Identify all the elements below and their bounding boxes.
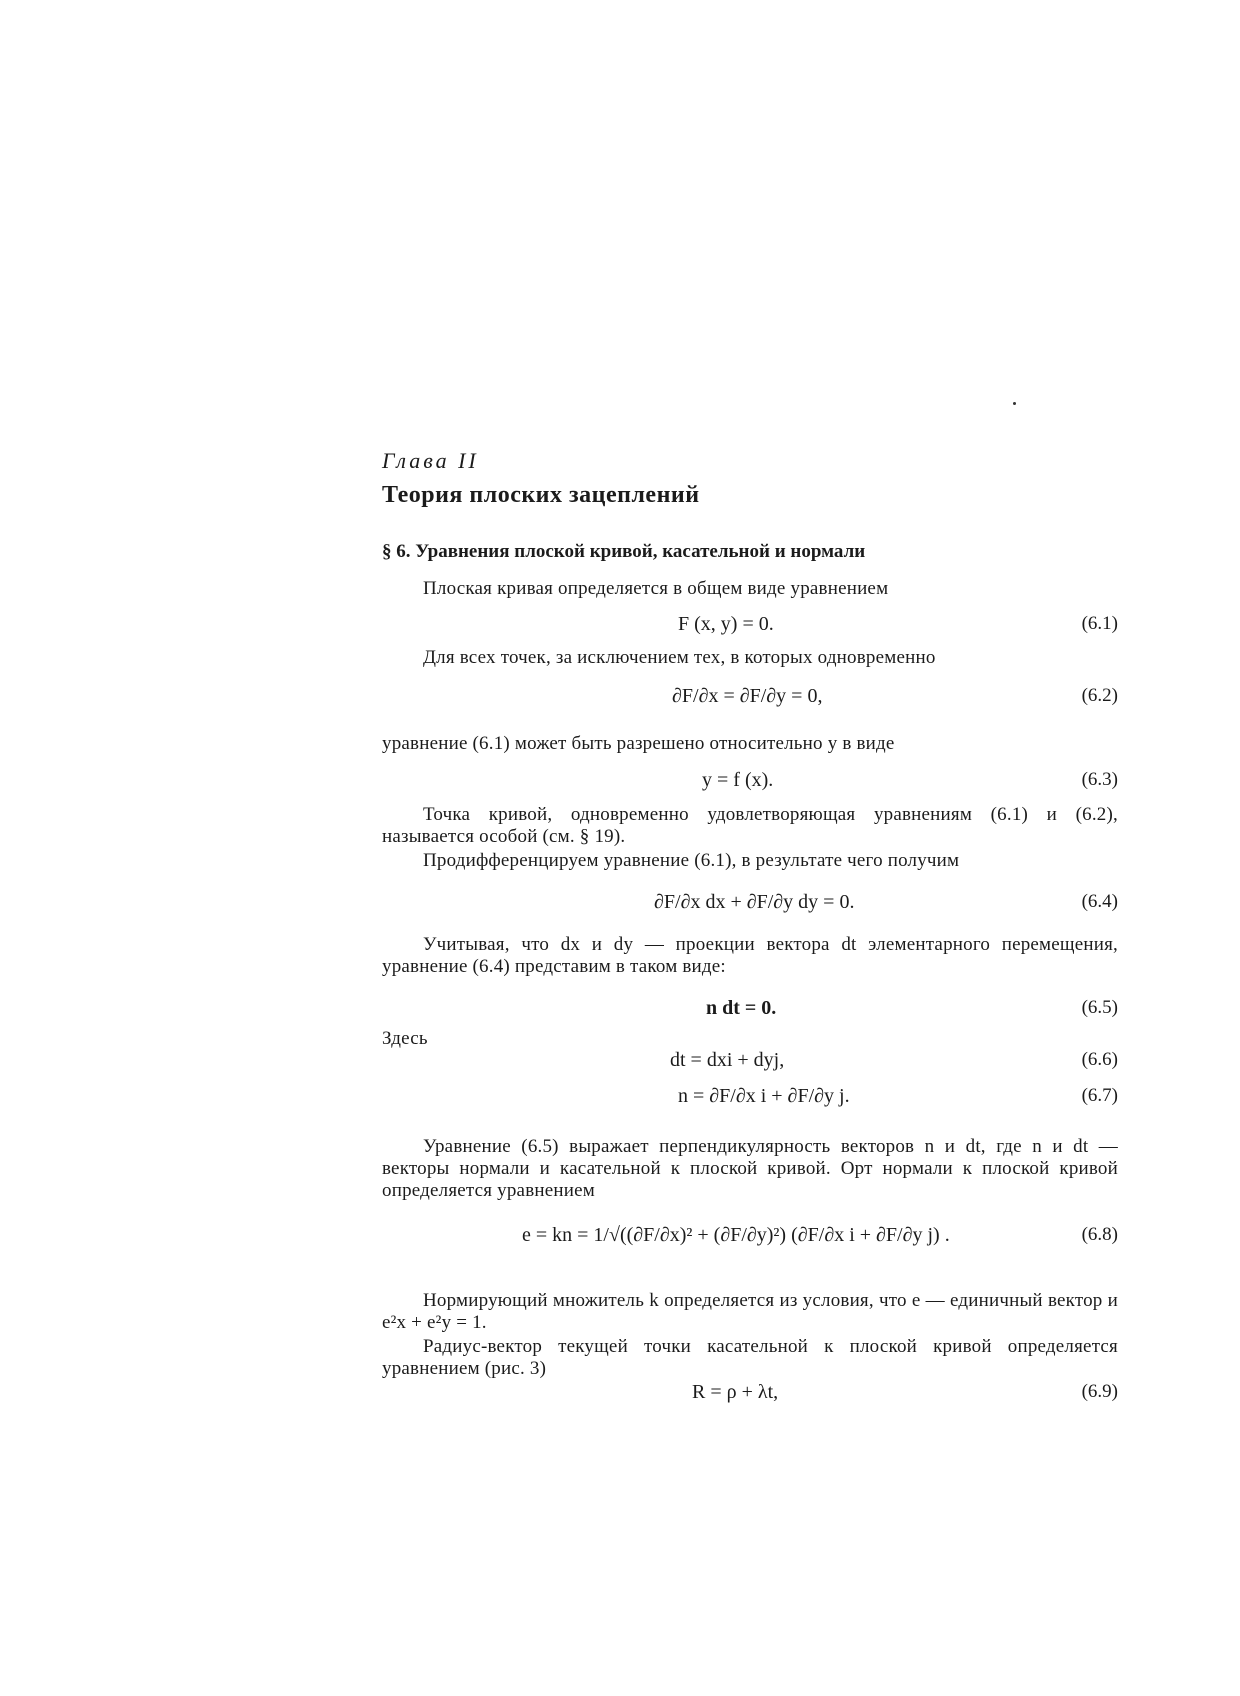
equation-6-5-number: (6.5): [1081, 997, 1118, 1018]
equation-6-3-formula: y = f (x).: [702, 768, 774, 791]
paragraph-9: Нормирующий множитель k определяется из условия, что e — единичный вектор и e²x + e²y = 1.: [382, 1290, 1118, 1333]
equation-6-4-number: (6.4): [1081, 891, 1118, 912]
equation-6-4-formula: ∂F/∂x dx + ∂F/∂y dy = 0.: [654, 890, 855, 913]
paragraph-6: Учитывая, что dx и dy — проекции вектора dt элементарного перемещения, уравнение (6.4) представим в таком виде:: [382, 934, 1118, 977]
paragraph-10: Радиус-вектор текущей точки касательной к плоской кривой определяется уравнением (рис. 3): [382, 1336, 1118, 1379]
equation-6-9: [382, 1370, 1118, 1414]
equation-6-3-number: (6.3): [1081, 769, 1118, 790]
equation-6-5-formula: n dt = 0.: [706, 996, 777, 1019]
paragraph-3: уравнение (6.1) может быть разрешено относительно y в виде: [382, 733, 895, 754]
paragraph-4: Точка кривой, одновременно удовлетворяющая уравнениям (6.1) и (6.2), называется особой (см. § 19).: [382, 804, 1118, 847]
equation-6-9-formula: R = ρ + λt,: [692, 1380, 779, 1403]
equation-6-9-number: (6.9): [1081, 1381, 1118, 1402]
equation-6-8-number: (6.8): [1081, 1224, 1118, 1245]
equation-6-3: [382, 758, 1118, 802]
section-title: § 6. Уравнения плоской кривой, касательной и нормали: [382, 541, 866, 562]
equation-6-2: [382, 674, 1118, 718]
equation-6-8: [382, 1208, 1118, 1262]
equation-6-6-formula: dt = dxi + dyj,: [670, 1048, 785, 1071]
equation-6-7-number: (6.7): [1081, 1085, 1118, 1106]
equation-6-1-formula: [678, 602, 774, 646]
equation-6-1: [382, 602, 1118, 646]
equation-6-4: [382, 880, 1118, 924]
paragraph-2: Для всех точек, за исключением тех, в которых одновременно: [423, 647, 936, 668]
equation-6-1-number: (6.1): [1081, 613, 1118, 634]
equation-6-5: [382, 986, 1118, 1030]
paragraph-5: Продифференцируем уравнение (6.1), в результате чего получим: [423, 850, 960, 871]
stray-dot: [1013, 402, 1016, 405]
chapter-label: Глава II: [382, 448, 479, 473]
equation-6-2-number: (6.2): [1081, 685, 1118, 706]
equation-6-7: [382, 1074, 1118, 1118]
equation-6-8-formula: e = kn = 1/√((∂F/∂x)² + (∂F/∂y)²) (∂F/∂x i + ∂F/∂y j) .: [522, 1223, 950, 1246]
equation-6-6-number: (6.6): [1081, 1049, 1118, 1070]
eq1-body: F (x, y) = 0.: [678, 612, 774, 635]
equation-6-2-formula: ∂F/∂x = ∂F/∂y = 0,: [672, 684, 823, 707]
chapter-title: Теория плоских зацеплений: [382, 482, 700, 508]
paragraph-7: Здесь: [382, 1028, 428, 1049]
paragraph-8: Уравнение (6.5) выражает перпендикулярность векторов n и dt, где n и dt — векторы нормали и касательной к плоской кривой. Орт нормали к плоской кривой определяется уравнением: [382, 1136, 1118, 1201]
paragraph-1: Плоская кривая определяется в общем виде уравнением: [423, 578, 889, 599]
equation-6-7-formula: n = ∂F/∂x i + ∂F/∂y j.: [678, 1084, 850, 1107]
